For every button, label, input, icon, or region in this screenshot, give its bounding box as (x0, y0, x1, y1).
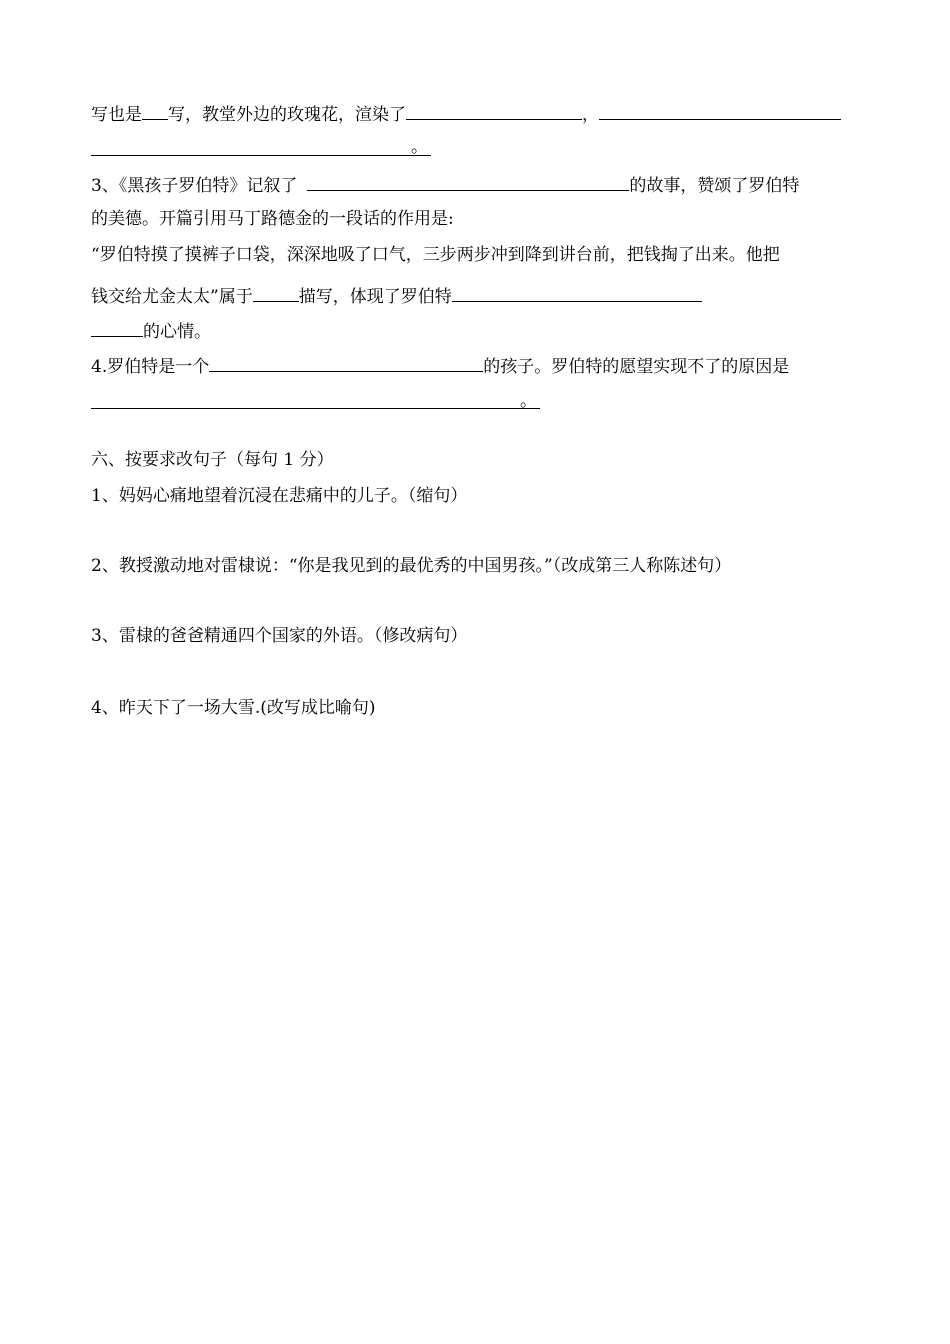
q3-line-2: 的美德。开篇引用马丁路德金的一段话的作用是: (91, 209, 454, 229)
section6-item-4: 4、昨天下了一场大雪.(改写成比喻句) (91, 698, 376, 718)
q4-period: 。 (520, 391, 537, 411)
section6-item-1: 1、妈妈心痛地望着沉浸在悲痛中的儿子。（缩句） (91, 486, 468, 506)
q3-text-1: 3、《黑孩子罗伯特》记叙了 (91, 176, 298, 196)
section6-item-3: 3、雷棣的爸爸精通四个国家的外语。（修改病句） (91, 626, 468, 646)
q3-text-5: 的心情。 (143, 322, 211, 342)
q3-line-4 (91, 283, 702, 308)
q3-blank-description[interactable] (253, 283, 299, 302)
q3-text-4a: 钱交给尤金太太”属于 (91, 287, 253, 307)
q3-blank-feeling[interactable] (452, 283, 702, 302)
q2-text-2: 写，教堂外边的玫瑰花，渲染了 (168, 105, 406, 125)
q2-blank-1[interactable] (142, 101, 168, 120)
q2-blank-2[interactable] (406, 101, 582, 120)
q3-line-3: “罗伯特摸了摸裤子口袋，深深地吸了口气，三步两步冲到降到讲台前，把钱掏了出来。他把 (91, 245, 780, 265)
q3-blank-story[interactable] (307, 172, 629, 191)
q3-line-5 (91, 318, 211, 343)
q2-continuation-line (91, 101, 841, 126)
q3-line-1 (91, 172, 799, 197)
q3-text-2: 的故事，赞颂了罗伯特 (629, 176, 800, 196)
q4-text-1: 4.罗伯特是一个 (91, 357, 210, 377)
q2-blank-3[interactable] (599, 101, 841, 120)
q2-blank-4[interactable] (91, 155, 431, 156)
q3-text-4b: 描写，体现了罗伯特 (298, 287, 452, 307)
q2-period: 。 (411, 137, 428, 157)
section6-title: 六、按要求改句子（每句 1 分） (91, 450, 334, 470)
q4-blank-child[interactable] (209, 353, 483, 372)
q4-blank-reason[interactable] (91, 408, 540, 409)
q2-text-1: 写也是 (91, 105, 142, 125)
q2-comma: ， (582, 105, 599, 125)
q3-blank-feeling-cont[interactable] (91, 318, 143, 337)
q4-text-2: 的孩子。罗伯特的愿望实现不了的原因是 (483, 357, 790, 377)
section6-item-2: 2、教授激动地对雷棣说：“你是我见到的最优秀的中国男孩。”（改成第三人称陈述句） (91, 556, 732, 576)
q4-line-1 (91, 353, 789, 378)
